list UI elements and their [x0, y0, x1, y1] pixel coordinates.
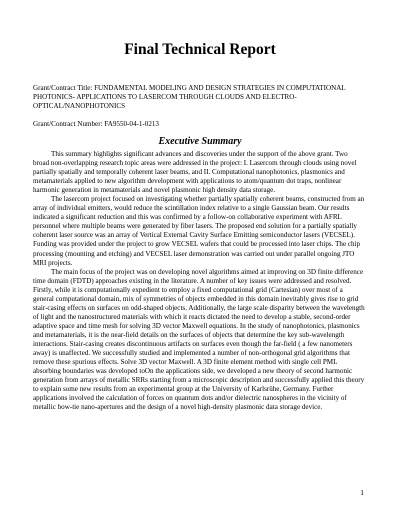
paragraph: The main focus of the project was on developing novel algorithms aimed at improving on 3D finite difference time domain (FDTD) approaches existing in the literature. A number of key issues were addressed and resolved. Firstly, while it is computationally expedient to employ a fixed computational grid (Cartesian) over most of a general computational domain, mix of symmetries of objects embedded in this domain inevitably gives rise to grid stair-casing effects on surfaces on odd-shaped objects. Additionally, the large scale disparity between the wavelength of light and the nanostructured materials with which it reacts dictated the need to develop a stable, second-order adaptive space and time mesh for solving 3D vector Maxwell equations. In the study of nanophotonics, plasmonics and metamaterials, it is the near-field details on the surfaces of objects that determine the key sub-wavelength interactions. Stair-casing creates discontinuous artifacts on surfaces even though the far-field ( a few nanometers away) is unaffected. We successfully studied and implemented a number of non-orthogonal grid algorithms that remove these spurious effects. Solve 3D vector Maxwell. A 3D finite element method with single cell PML absorbing boundaries was developed toOn the applications side, we developed a new theory of second harmonic generation from arrays of metallic SRRs starting from a microscopic description and successfully applied this theory to explain some new results from an experimental group at the University of Karlsrühe, Germany. Further applications involved the calculation of forces on quantum dots and/or dielectric nanospheres in the vicinity of metallic bow-tie nano-apertures and the design of a novel high-density plasmonic data storage device. [33, 267, 365, 412]
grant-title: Grant/Contract Title: FUNDAMENTAL MODELING AND DESIGN STRATEGIES IN COMPUTATIONAL PHOTONICS- APPLICATIONS TO LASERCOM THROUGH CLOUDS AND ELECTRO-OPTICAL/NANOPHOTONICS [33, 84, 346, 111]
document-body [33, 150, 365, 412]
document-title: Final Technical Report [124, 41, 276, 58]
section-heading: Executive Summary [158, 136, 242, 147]
page-number: 1 [360, 488, 364, 497]
paragraph: The lasercom project focused on investigating whether partially spatially coherent beams, constructed from an array of individual emitters, would reduce the scintillation index relative to a single Gaussian beam. Our results indicated a significant reduction and this was confirmed by a follow-on collaborative experiment with AFRL personnel where multiple beams were generated by fiber lasers. The proposed end solution for a partially spatially coherent laser source was an array of Vertical External Cavity Surface Emitting semiconductor lasers (VECSEL). Funding was provided under the project to grow VECSEL wafers that could be processed into laser chips. The chip processing (mounting and etching) and VECSEL laser demonstration was carried out under parallel ongoing JTO MRI projects. [33, 195, 365, 267]
grant-number: Grant/Contract Number: FA9550-04-1-0213 [33, 120, 159, 128]
paragraph: This summary highlights significant advances and discoveries under the support of the above grant. Two broad non-overlapping research topic areas were addressed in the project: I. Lasercom through clouds using novel partially spatially and temporally coherent laser beams, and II. Computational nanophotonics, plasmonics and metamaterials applied to new algorithm development with applications to atom/quantum dot traps, nonlinear harmonic generation in metamaterials and novel plasmonic high density data storage. [33, 150, 357, 195]
